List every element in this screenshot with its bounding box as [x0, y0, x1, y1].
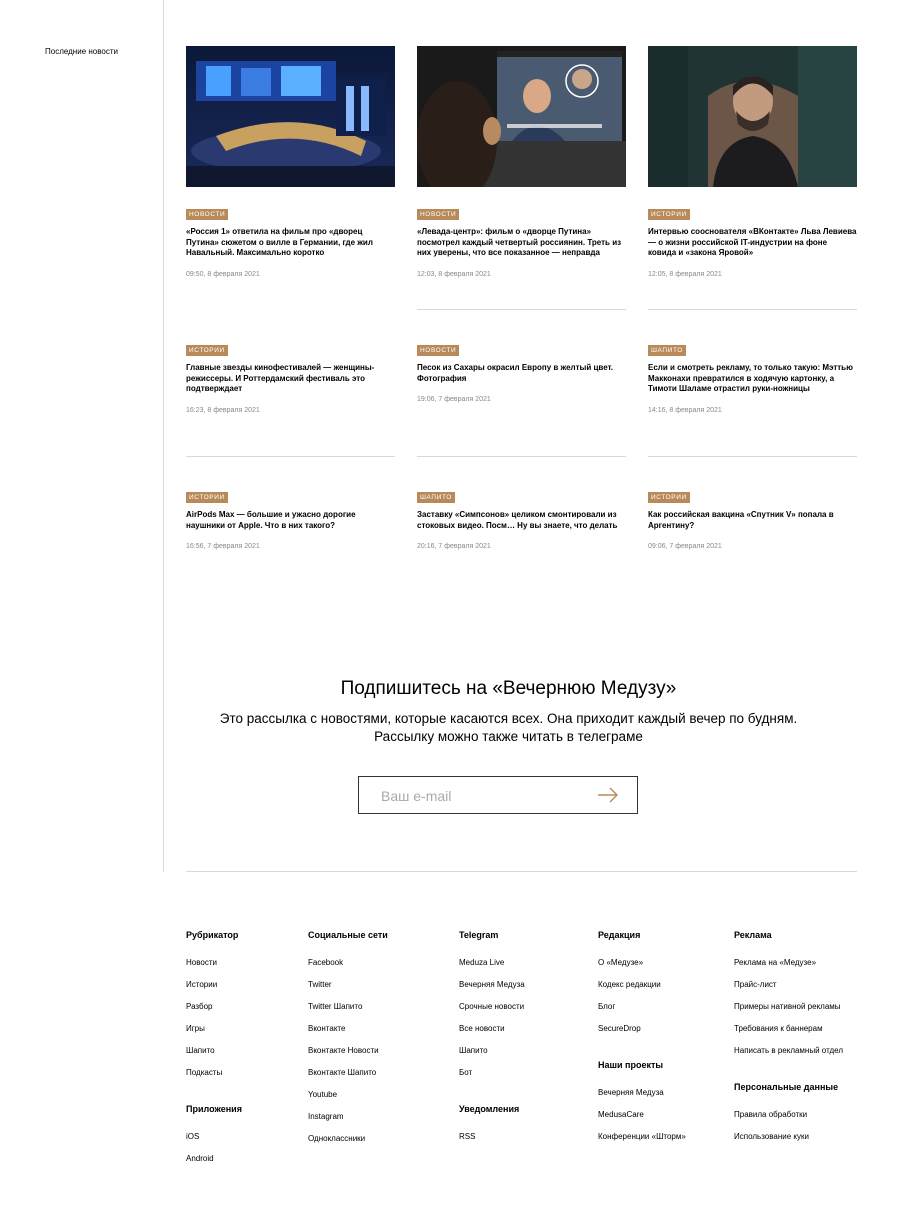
- footer-link[interactable]: Написать в рекламный отдел: [734, 1046, 843, 1055]
- footer-link[interactable]: Кодекс редакции: [598, 980, 661, 989]
- footer-link[interactable]: Вконтакте: [308, 1024, 346, 1033]
- footer-heading: Персональные данные: [734, 1082, 839, 1092]
- separator: [417, 456, 626, 457]
- footer-col-telegram: [459, 930, 525, 1148]
- newsletter-text-line2[interactable]: Рассылку можно также читать в телеграме: [374, 729, 643, 744]
- separator: [648, 309, 857, 310]
- footer-link[interactable]: Правила обработки: [734, 1110, 808, 1119]
- footer-link[interactable]: Twitter Шапито: [308, 1002, 363, 1011]
- footer-col-editorial: [598, 930, 686, 1148]
- card-title[interactable]: «Россия 1» ответила на фильм про «дворец Путина» сюжетом о вилле в Германии, где жил Навальный. Максимально коротко: [186, 227, 373, 257]
- newsletter-title: Подпишитесь на «Вечернюю Медузу»: [340, 678, 677, 699]
- card-title[interactable]: Если и смотреть рекламу, то только такую: Мэттью Макконахи превратился в ходячую картонку, а Тимоти Шаламе отрастил руки-ножницы: [648, 363, 853, 393]
- newsletter-text-line1: Это рассылка с новостями, которые касаются всех. Она приходит каждый вечер по будням.: [219, 711, 798, 726]
- sidebar-title: Последние новости: [45, 47, 118, 56]
- footer-link[interactable]: О «Медузе»: [598, 958, 644, 967]
- footer-heading: Приложения: [186, 1104, 242, 1114]
- footer-link[interactable]: Конференции «Шторм»: [598, 1132, 686, 1141]
- footer-link[interactable]: SecureDrop: [598, 1024, 641, 1033]
- footer-link[interactable]: Блог: [598, 1002, 616, 1011]
- news-card[interactable]: [648, 46, 857, 278]
- news-card[interactable]: [648, 339, 857, 414]
- footer-link[interactable]: Истории: [186, 980, 218, 989]
- card-date: 09:06, 7 февраля 2021: [648, 543, 722, 550]
- footer-link[interactable]: Новости: [186, 958, 217, 967]
- card-date: 16:23, 8 февраля 2021: [186, 406, 260, 414]
- card-tag[interactable]: НОВОСТИ: [417, 209, 459, 220]
- card-date: 12:03, 8 февраля 2021: [417, 270, 491, 278]
- news-card[interactable]: [648, 486, 857, 550]
- footer-link[interactable]: Шапито: [186, 1046, 215, 1055]
- footer-heading: Рубрикатор: [186, 930, 239, 940]
- footer-link[interactable]: Игры: [186, 1024, 205, 1033]
- footer-link[interactable]: Реклама на «Медузе»: [734, 958, 817, 967]
- footer-link[interactable]: Срочные новости: [459, 1002, 525, 1011]
- footer-link[interactable]: Одноклассники: [308, 1134, 366, 1143]
- footer-link[interactable]: Вечерняя Медуза: [459, 980, 525, 989]
- card-title[interactable]: Как российская вакцина «Спутник V» попала в Аргентину?: [648, 510, 834, 530]
- footer-link[interactable]: Вконтакте Шапито: [308, 1068, 377, 1077]
- card-date: 16:56, 7 февраля 2021: [186, 543, 260, 550]
- footer-link[interactable]: Android: [186, 1154, 214, 1163]
- email-input[interactable]: [381, 788, 581, 804]
- separator: [186, 456, 395, 457]
- footer-col-social: [308, 930, 388, 1150]
- card-title[interactable]: Песок из Сахары окрасил Европу в желтый цвет. Фотография: [417, 363, 614, 383]
- card-title[interactable]: Главные звезды кинофестивалей — женщины-режиссеры. И Роттердамский фестиваль это подтверждает: [186, 363, 375, 393]
- footer-link[interactable]: Разбор: [186, 1002, 213, 1011]
- card-tag[interactable]: ИСТОРИИ: [648, 209, 690, 220]
- footer-link[interactable]: Использование куки: [734, 1132, 809, 1141]
- footer-link[interactable]: Вконтакте Новости: [308, 1046, 379, 1055]
- email-form: [358, 776, 638, 814]
- footer-link[interactable]: Бот: [459, 1068, 473, 1077]
- card-tag[interactable]: ИСТОРИИ: [186, 492, 228, 503]
- footer-link[interactable]: Meduza Live: [459, 958, 505, 967]
- footer-heading: Наши проекты: [598, 1060, 664, 1070]
- footer-link[interactable]: Прайс-лист: [734, 980, 777, 989]
- sidebar: [0, 0, 164, 872]
- arrow-right-icon[interactable]: [597, 786, 619, 804]
- news-card[interactable]: [417, 339, 626, 403]
- news-card[interactable]: [186, 339, 395, 414]
- footer-heading: Уведомления: [459, 1104, 520, 1114]
- footer-divider: [186, 871, 857, 872]
- footer-link[interactable]: RSS: [459, 1132, 476, 1141]
- news-card[interactable]: [186, 486, 395, 550]
- card-title[interactable]: Заставку «Симпсонов» целиком смонтировали из стоковых видео. Посм… Ну вы знаете, что делать: [417, 510, 618, 530]
- footer-col-rubricator: [186, 930, 242, 1170]
- card-tag[interactable]: ШАПИТО: [417, 492, 455, 503]
- news-thumbnail-studio[interactable]: [186, 46, 395, 187]
- footer-link[interactable]: Instagram: [308, 1112, 344, 1121]
- card-date: 09:50, 8 февраля 2021: [186, 270, 260, 278]
- footer-link[interactable]: Требования к баннерам: [734, 1024, 823, 1033]
- footer-link[interactable]: Шапито: [459, 1046, 488, 1055]
- card-tag[interactable]: ИСТОРИИ: [648, 492, 690, 503]
- footer-link[interactable]: Вечерняя Медуза: [598, 1088, 664, 1097]
- footer-heading: Редакция: [598, 930, 641, 940]
- news-thumbnail-video-call[interactable]: [417, 46, 626, 187]
- footer-link[interactable]: iOS: [186, 1132, 200, 1141]
- card-date: 12:05, 8 февраля 2021: [648, 270, 722, 278]
- news-card[interactable]: [417, 486, 626, 550]
- news-card[interactable]: [186, 46, 395, 278]
- footer-heading: Социальные сети: [308, 930, 388, 940]
- card-date: 20:16, 7 февраля 2021: [417, 543, 491, 550]
- card-tag[interactable]: ШАПИТО: [648, 345, 686, 356]
- footer-link[interactable]: Подкасты: [186, 1068, 223, 1077]
- card-tag[interactable]: ИСТОРИИ: [186, 345, 228, 356]
- footer-link[interactable]: MedusaCare: [598, 1110, 644, 1119]
- footer-link[interactable]: Twitter: [308, 980, 332, 989]
- news-thumbnail-portrait[interactable]: [648, 46, 857, 187]
- card-title[interactable]: Интервью сооснователя «ВКонтакте» Льва Левиева — о жизни российской IT-индустрии на фоне ковида и «закона Яровой»: [648, 227, 857, 257]
- footer-link[interactable]: Youtube: [308, 1090, 338, 1099]
- footer-heading: Telegram: [459, 930, 499, 940]
- card-date: 14:16, 8 февраля 2021: [648, 406, 722, 414]
- card-title[interactable]: «Левада-центр»: фильм о «дворце Путина» посмотрел каждый четвертый россиянин. Треть из них уверены, что все показанное — неправда: [417, 227, 622, 257]
- footer-link[interactable]: Все новости: [459, 1024, 505, 1033]
- card-title[interactable]: AirPods Max — большие и ужасно дорогие наушники от Apple. Что в них такого?: [186, 510, 356, 530]
- card-date: 19:06, 7 февраля 2021: [417, 396, 491, 403]
- separator: [648, 456, 857, 457]
- newsletter-description: [183, 710, 834, 746]
- footer-link[interactable]: Примеры нативной рекламы: [734, 1002, 841, 1011]
- newsletter-section: [163, 678, 834, 746]
- footer-col-ads: [734, 930, 843, 1148]
- footer-heading: Реклама: [734, 930, 772, 940]
- card-tag[interactable]: НОВОСТИ: [186, 209, 228, 220]
- footer-link[interactable]: Facebook: [308, 958, 344, 967]
- card-tag[interactable]: НОВОСТИ: [417, 345, 459, 356]
- news-card[interactable]: [417, 46, 626, 278]
- separator: [417, 309, 626, 310]
